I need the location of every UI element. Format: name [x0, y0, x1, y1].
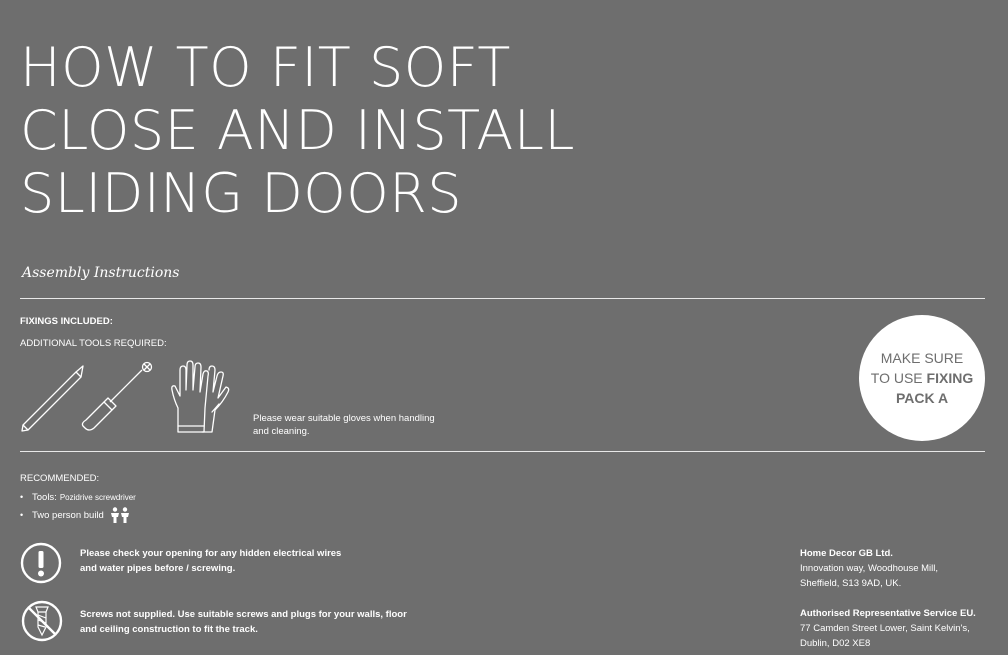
screwdriver-icon — [80, 360, 156, 434]
eu-representative: Authorised Representative Service EU. 77 Camden Street Lower, Saint Kelvin's, Dublin, D02 XE8 — [800, 608, 976, 649]
title-line-3: SLIDING DOORS — [20, 162, 463, 225]
list-item: • Two person build — [20, 506, 136, 524]
gloves-icon — [168, 360, 238, 436]
warning-icon — [20, 542, 62, 584]
callout-line-3: PACK A — [895, 390, 949, 406]
callout-line-2: TO USE FIXING — [870, 370, 974, 386]
recommended-list — [20, 488, 136, 524]
list-item: • Tools: Pozidrive screwdriver — [20, 491, 136, 503]
gloves-note: Please wear suitable gloves when handling and cleaning. — [253, 413, 435, 437]
tools-label: ADDITIONAL TOOLS REQUIRED: — [20, 338, 167, 349]
no-screws-icon — [20, 599, 64, 643]
fixings-label: FIXINGS INCLUDED: — [20, 316, 113, 327]
divider-middle — [20, 451, 985, 452]
title-line-2: CLOSE AND INSTALL — [20, 99, 576, 162]
screws-warning: Screws not supplied. Use suitable screws and plugs for your walls, floor and ceiling construction to fit the track. — [80, 609, 407, 635]
pencil-icon — [20, 362, 88, 432]
electrical-warning: Please check your opening for any hidden electrical wires and water pipes before / screwing. — [80, 548, 342, 574]
subtitle: Assembly Instructions — [22, 265, 180, 281]
page-title — [20, 36, 575, 225]
company-address: Home Decor GB Ltd. Innovation way, Woodhouse Mill, Sheffield, S13 9AD, UK. — [800, 548, 939, 589]
title-line-1: HOW TO FIT SOFT — [20, 36, 511, 99]
two-person-icon — [110, 507, 130, 523]
company-name: Home Decor GB Ltd. — [800, 548, 893, 559]
fixing-pack-callout — [859, 315, 985, 441]
divider-top — [20, 298, 985, 299]
recommended-label: RECOMMENDED: — [20, 473, 100, 484]
rep-title: Authorised Representative Service EU. — [800, 608, 976, 619]
callout-line-1: MAKE SURE — [880, 350, 964, 366]
